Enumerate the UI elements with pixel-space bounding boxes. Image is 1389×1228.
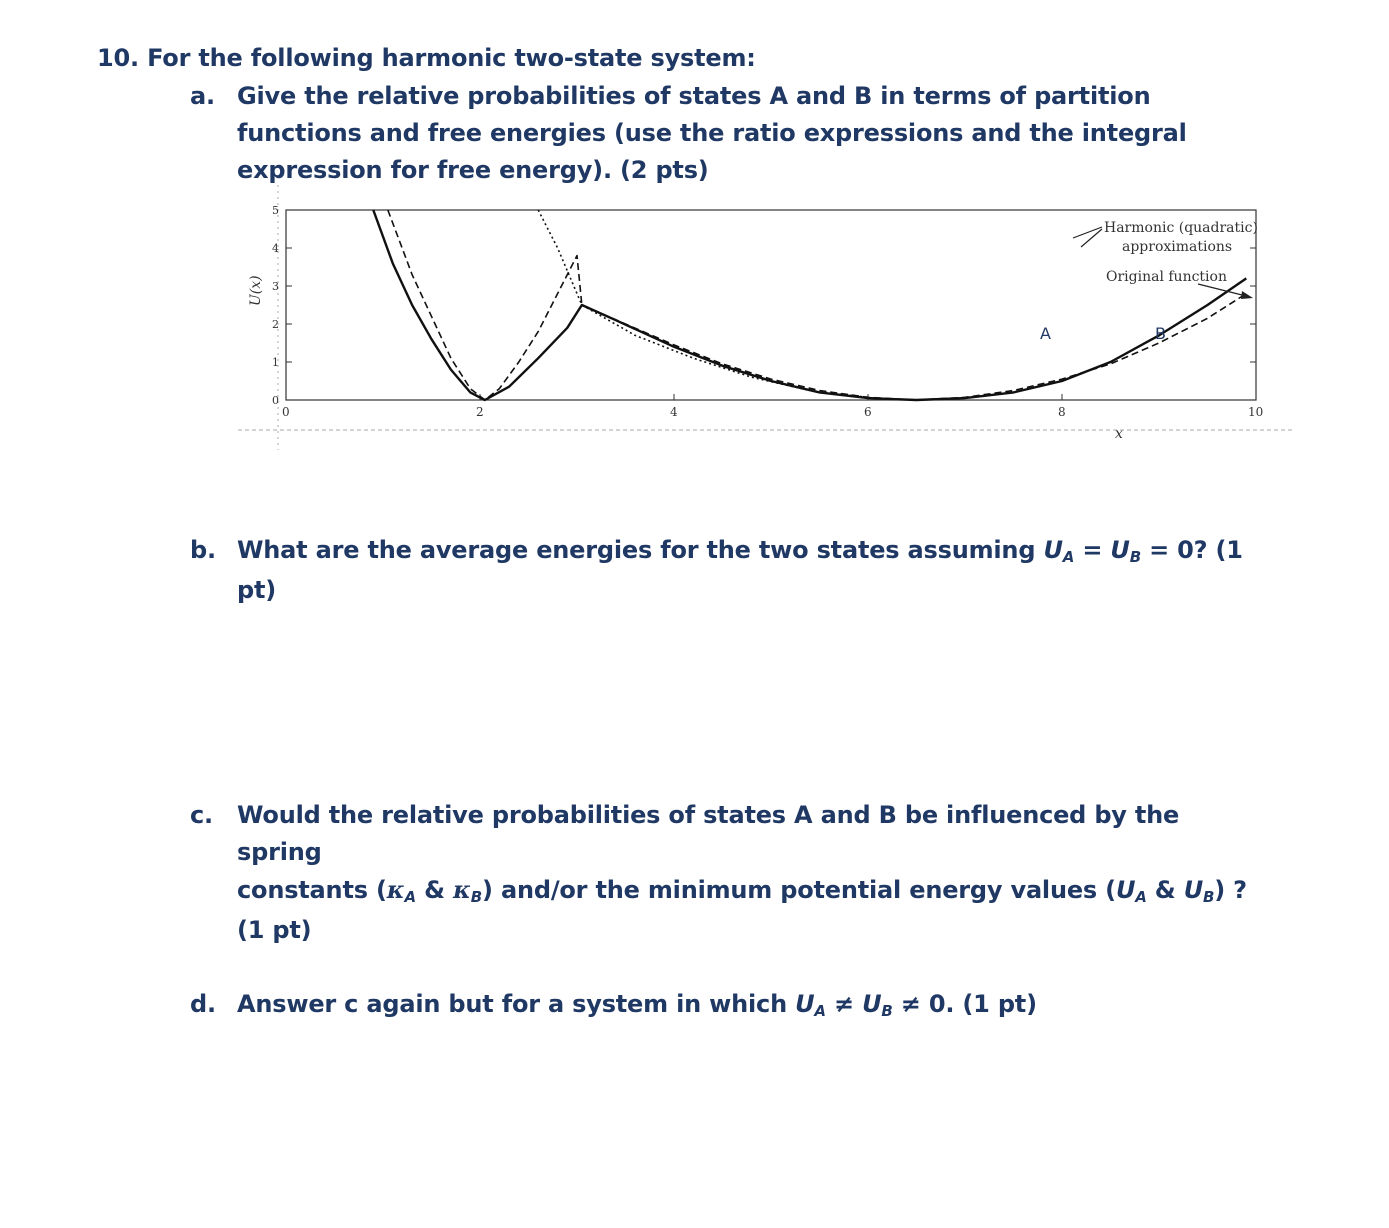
- part-c: [190, 797, 1270, 949]
- x-tick-label: 0: [282, 405, 290, 419]
- y-tick-label: 2: [272, 318, 279, 331]
- question-title: 10. For the following harmonic two-state system:: [97, 44, 756, 72]
- y-tick-label: 4: [272, 242, 279, 255]
- x-axis-label: x: [1115, 426, 1123, 442]
- x-tick-label: 10: [1248, 405, 1264, 419]
- part-b-letter: b.: [190, 536, 216, 564]
- x-tick-label: 6: [864, 405, 872, 419]
- state-label-a: A: [1040, 324, 1051, 343]
- arrowhead-original: [1241, 291, 1253, 299]
- part-d-letter: d.: [190, 990, 216, 1018]
- plot-frame: [286, 210, 1256, 400]
- potential-energy-figure: [228, 185, 1293, 450]
- part-a: [190, 78, 1270, 189]
- annotation-original: Original function: [1106, 269, 1227, 285]
- part-b-text: What are the average energies for the two states assuming UA = UB = 0? (1 pt): [237, 536, 1243, 604]
- part-d-text: Answer c again but for a system in which UA ≠ UB ≠ 0. (1 pt): [237, 990, 1037, 1020]
- potential-energy-chart: [228, 185, 1293, 450]
- y-tick-label: 1: [272, 356, 279, 369]
- series-original-function: [373, 210, 1246, 400]
- part-b: [190, 532, 1270, 609]
- y-axis-label: U(x): [248, 275, 264, 306]
- part-a-letter: a.: [190, 82, 215, 110]
- annotation-approximations: approximations: [1122, 239, 1233, 255]
- part-a-text: Give the relative probabilities of states A and B in terms of partition functions and free energies (use the ratio expressions and the integral expression for free energy). (2 pts): [237, 82, 1187, 184]
- x-tick-label: 2: [476, 405, 484, 419]
- series-harmonic-approximation-b: [582, 294, 1246, 400]
- y-tick-label: 3: [272, 280, 279, 293]
- y-tick-label: 5: [272, 204, 279, 217]
- series-barrier-dotted: [538, 210, 868, 397]
- state-label-b: B: [1155, 324, 1166, 343]
- y-tick-label: 0: [272, 394, 279, 407]
- part-c-text: Would the relative probabilities of states A and B be influenced by the spring constants (κA & κB) and/or the minimum potential energy values (UA & UB) ? (1 pt): [237, 801, 1247, 944]
- x-tick-label: 4: [670, 405, 678, 419]
- arrow-harmonic-b: [1081, 229, 1102, 247]
- part-c-letter: c.: [190, 801, 213, 829]
- x-tick-label: 8: [1058, 405, 1066, 419]
- annotation-harmonic: Harmonic (quadratic): [1104, 220, 1258, 236]
- part-d: [190, 986, 1270, 1026]
